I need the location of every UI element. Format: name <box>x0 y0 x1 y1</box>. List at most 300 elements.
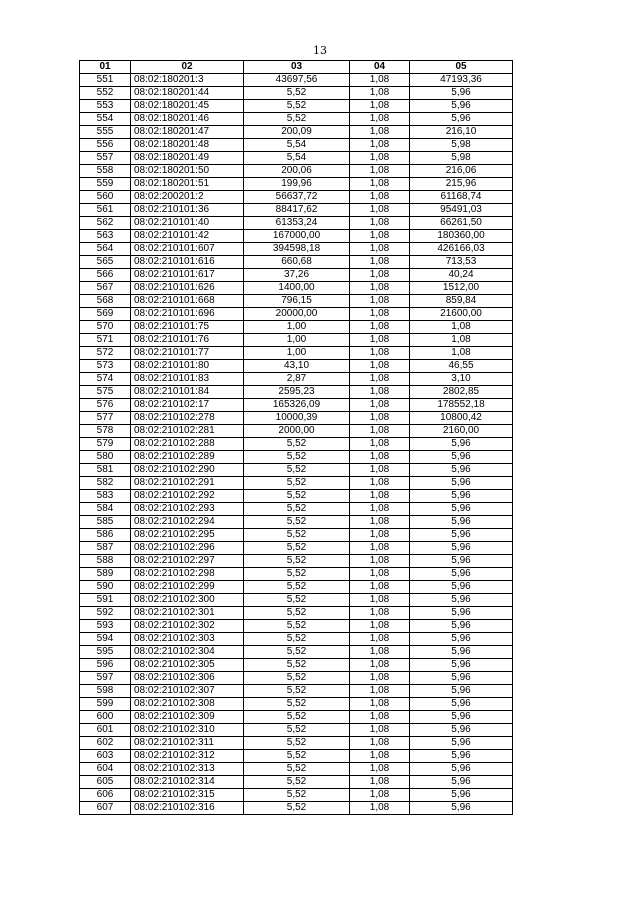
row-number-cell: 577 <box>80 412 131 425</box>
cadastral-number-cell: 08:02:210102:306 <box>131 672 244 685</box>
result-cell: 21600,00 <box>410 308 513 321</box>
row-number-cell: 582 <box>80 477 131 490</box>
table-row <box>80 74 513 87</box>
coefficient-cell: 1,08 <box>350 139 410 152</box>
coefficient-cell: 1,08 <box>350 672 410 685</box>
column-header-03: 03 <box>244 61 350 74</box>
value-cell: 5,52 <box>244 659 350 672</box>
coefficient-cell: 1,08 <box>350 295 410 308</box>
row-number-cell: 575 <box>80 386 131 399</box>
coefficient-cell: 1,08 <box>350 399 410 412</box>
row-number-cell: 606 <box>80 789 131 802</box>
coefficient-cell: 1,08 <box>350 568 410 581</box>
value-cell: 5,52 <box>244 581 350 594</box>
result-cell: 66261,50 <box>410 217 513 230</box>
table-row <box>80 347 513 360</box>
value-cell: 5,52 <box>244 529 350 542</box>
page-number: 13 <box>313 44 327 57</box>
result-cell: 5,96 <box>410 711 513 724</box>
cadastral-number-cell: 08:02:210101:77 <box>131 347 244 360</box>
data-table <box>79 60 513 815</box>
value-cell: 5,52 <box>244 776 350 789</box>
result-cell: 1,08 <box>410 321 513 334</box>
table-row <box>80 412 513 425</box>
coefficient-cell: 1,08 <box>350 685 410 698</box>
row-number-cell: 589 <box>80 568 131 581</box>
cadastral-number-cell: 08:02:210102:289 <box>131 451 244 464</box>
table-row <box>80 308 513 321</box>
result-cell: 5,96 <box>410 659 513 672</box>
result-cell: 5,96 <box>410 633 513 646</box>
value-cell: 5,54 <box>244 139 350 152</box>
table-row <box>80 490 513 503</box>
cadastral-number-cell: 08:02:180201:44 <box>131 87 244 100</box>
coefficient-cell: 1,08 <box>350 204 410 217</box>
column-header-04: 04 <box>350 61 410 74</box>
cadastral-number-cell: 08:02:210101:626 <box>131 282 244 295</box>
cadastral-number-cell: 08:02:210101:42 <box>131 230 244 243</box>
result-cell: 180360,00 <box>410 230 513 243</box>
value-cell: 5,52 <box>244 568 350 581</box>
row-number-cell: 590 <box>80 581 131 594</box>
result-cell: 859,84 <box>410 295 513 308</box>
cadastral-number-cell: 08:02:210102:296 <box>131 542 244 555</box>
coefficient-cell: 1,08 <box>350 763 410 776</box>
value-cell: 5,52 <box>244 646 350 659</box>
coefficient-cell: 1,08 <box>350 620 410 633</box>
value-cell: 5,52 <box>244 438 350 451</box>
table-row <box>80 113 513 126</box>
cadastral-number-cell: 08:02:210101:75 <box>131 321 244 334</box>
coefficient-cell: 1,08 <box>350 451 410 464</box>
value-cell: 10000,39 <box>244 412 350 425</box>
cadastral-number-cell: 08:02:210102:303 <box>131 633 244 646</box>
result-cell: 5,96 <box>410 438 513 451</box>
row-number-cell: 588 <box>80 555 131 568</box>
coefficient-cell: 1,08 <box>350 529 410 542</box>
row-number-cell: 564 <box>80 243 131 256</box>
table-row <box>80 269 513 282</box>
result-cell: 46,55 <box>410 360 513 373</box>
table-row <box>80 451 513 464</box>
row-number-cell: 574 <box>80 373 131 386</box>
table-row <box>80 243 513 256</box>
result-cell: 5,96 <box>410 607 513 620</box>
result-cell: 5,96 <box>410 672 513 685</box>
table-row <box>80 802 513 815</box>
table-row <box>80 724 513 737</box>
value-cell: 43,10 <box>244 360 350 373</box>
result-cell: 1512,00 <box>410 282 513 295</box>
table-row <box>80 425 513 438</box>
table-row <box>80 776 513 789</box>
value-cell: 5,52 <box>244 113 350 126</box>
coefficient-cell: 1,08 <box>350 516 410 529</box>
value-cell: 5,52 <box>244 607 350 620</box>
row-number-cell: 570 <box>80 321 131 334</box>
result-cell: 5,96 <box>410 490 513 503</box>
cadastral-number-cell: 08:02:210102:311 <box>131 737 244 750</box>
result-cell: 713,53 <box>410 256 513 269</box>
result-cell: 10800,42 <box>410 412 513 425</box>
row-number-cell: 565 <box>80 256 131 269</box>
table-row <box>80 100 513 113</box>
coefficient-cell: 1,08 <box>350 789 410 802</box>
cadastral-number-cell: 08:02:210102:315 <box>131 789 244 802</box>
cadastral-number-cell: 08:02:210101:83 <box>131 373 244 386</box>
value-cell: 5,52 <box>244 503 350 516</box>
value-cell: 5,52 <box>244 802 350 815</box>
row-number-cell: 602 <box>80 737 131 750</box>
cadastral-number-cell: 08:02:210102:305 <box>131 659 244 672</box>
result-cell: 5,96 <box>410 503 513 516</box>
coefficient-cell: 1,08 <box>350 438 410 451</box>
result-cell: 215,96 <box>410 178 513 191</box>
cadastral-number-cell: 08:02:210101:616 <box>131 256 244 269</box>
table-row <box>80 464 513 477</box>
value-cell: 5,52 <box>244 724 350 737</box>
table-row <box>80 581 513 594</box>
value-cell: 56637,72 <box>244 191 350 204</box>
value-cell: 61353,24 <box>244 217 350 230</box>
table-row <box>80 477 513 490</box>
coefficient-cell: 1,08 <box>350 347 410 360</box>
coefficient-cell: 1,08 <box>350 698 410 711</box>
result-cell: 40,24 <box>410 269 513 282</box>
result-cell: 5,98 <box>410 139 513 152</box>
table-row <box>80 152 513 165</box>
coefficient-cell: 1,08 <box>350 503 410 516</box>
cadastral-number-cell: 08:02:210102:288 <box>131 438 244 451</box>
value-cell: 167000,00 <box>244 230 350 243</box>
result-cell: 5,96 <box>410 620 513 633</box>
table-row <box>80 763 513 776</box>
cadastral-number-cell: 08:02:180201:49 <box>131 152 244 165</box>
row-number-cell: 599 <box>80 698 131 711</box>
cadastral-number-cell: 08:02:180201:48 <box>131 139 244 152</box>
value-cell: 2595,23 <box>244 386 350 399</box>
value-cell: 5,52 <box>244 464 350 477</box>
row-number-cell: 595 <box>80 646 131 659</box>
coefficient-cell: 1,08 <box>350 607 410 620</box>
row-number-cell: 578 <box>80 425 131 438</box>
coefficient-cell: 1,08 <box>350 256 410 269</box>
table-row <box>80 217 513 230</box>
table-row <box>80 256 513 269</box>
row-number-cell: 568 <box>80 295 131 308</box>
cadastral-number-cell: 08:02:210102:292 <box>131 490 244 503</box>
table-row <box>80 698 513 711</box>
coefficient-cell: 1,08 <box>350 633 410 646</box>
row-number-cell: 593 <box>80 620 131 633</box>
coefficient-cell: 1,08 <box>350 178 410 191</box>
table-row <box>80 737 513 750</box>
value-cell: 20000,00 <box>244 308 350 321</box>
coefficient-cell: 1,08 <box>350 425 410 438</box>
result-cell: 5,96 <box>410 87 513 100</box>
cadastral-number-cell: 08:02:210102:278 <box>131 412 244 425</box>
result-cell: 5,96 <box>410 724 513 737</box>
table-row <box>80 191 513 204</box>
coefficient-cell: 1,08 <box>350 87 410 100</box>
value-cell: 5,52 <box>244 685 350 698</box>
table-row <box>80 321 513 334</box>
row-number-cell: 563 <box>80 230 131 243</box>
row-number-cell: 583 <box>80 490 131 503</box>
result-cell: 5,96 <box>410 477 513 490</box>
value-cell: 1400,00 <box>244 282 350 295</box>
cadastral-number-cell: 08:02:210102:316 <box>131 802 244 815</box>
result-cell: 5,96 <box>410 451 513 464</box>
cadastral-number-cell: 08:02:210102:297 <box>131 555 244 568</box>
coefficient-cell: 1,08 <box>350 802 410 815</box>
coefficient-cell: 1,08 <box>350 152 410 165</box>
table-row <box>80 646 513 659</box>
cadastral-number-cell: 08:02:210102:307 <box>131 685 244 698</box>
row-number-cell: 567 <box>80 282 131 295</box>
result-cell: 5,96 <box>410 646 513 659</box>
table-row <box>80 789 513 802</box>
coefficient-cell: 1,08 <box>350 230 410 243</box>
row-number-cell: 587 <box>80 542 131 555</box>
cadastral-number-cell: 08:02:210102:290 <box>131 464 244 477</box>
result-cell: 216,06 <box>410 165 513 178</box>
header-row <box>80 61 513 74</box>
coefficient-cell: 1,08 <box>350 334 410 347</box>
cadastral-number-cell: 08:02:200201:2 <box>131 191 244 204</box>
row-number-cell: 601 <box>80 724 131 737</box>
table-row <box>80 399 513 412</box>
cadastral-number-cell: 08:02:210102:17 <box>131 399 244 412</box>
row-number-cell: 572 <box>80 347 131 360</box>
result-cell: 5,96 <box>410 763 513 776</box>
result-cell: 178552,18 <box>410 399 513 412</box>
row-number-cell: 603 <box>80 750 131 763</box>
cadastral-number-cell: 08:02:210101:696 <box>131 308 244 321</box>
table-row <box>80 204 513 217</box>
coefficient-cell: 1,08 <box>350 113 410 126</box>
coefficient-cell: 1,08 <box>350 308 410 321</box>
row-number-cell: 560 <box>80 191 131 204</box>
row-number-cell: 592 <box>80 607 131 620</box>
cadastral-number-cell: 08:02:210102:298 <box>131 568 244 581</box>
table-row <box>80 178 513 191</box>
result-cell: 2160,00 <box>410 425 513 438</box>
value-cell: 1,00 <box>244 334 350 347</box>
result-cell: 1,08 <box>410 334 513 347</box>
value-cell: 5,52 <box>244 750 350 763</box>
row-number-cell: 585 <box>80 516 131 529</box>
value-cell: 37,26 <box>244 269 350 282</box>
value-cell: 5,52 <box>244 100 350 113</box>
result-cell: 5,96 <box>410 698 513 711</box>
cadastral-number-cell: 08:02:210102:301 <box>131 607 244 620</box>
table-body <box>80 74 513 815</box>
cadastral-number-cell: 08:02:210102:313 <box>131 763 244 776</box>
table-row <box>80 568 513 581</box>
coefficient-cell: 1,08 <box>350 269 410 282</box>
table-row <box>80 334 513 347</box>
cadastral-number-cell: 08:02:210102:309 <box>131 711 244 724</box>
cadastral-number-cell: 08:02:210102:281 <box>131 425 244 438</box>
cadastral-number-cell: 08:02:180201:51 <box>131 178 244 191</box>
value-cell: 5,52 <box>244 737 350 750</box>
cadastral-number-cell: 08:02:180201:47 <box>131 126 244 139</box>
cadastral-number-cell: 08:02:210102:302 <box>131 620 244 633</box>
cadastral-number-cell: 08:02:210102:295 <box>131 529 244 542</box>
result-cell: 5,96 <box>410 464 513 477</box>
row-number-cell: 605 <box>80 776 131 789</box>
row-number-cell: 566 <box>80 269 131 282</box>
table-row <box>80 438 513 451</box>
table-row <box>80 633 513 646</box>
value-cell: 5,52 <box>244 594 350 607</box>
coefficient-cell: 1,08 <box>350 490 410 503</box>
table-row <box>80 165 513 178</box>
row-number-cell: 596 <box>80 659 131 672</box>
row-number-cell: 554 <box>80 113 131 126</box>
row-number-cell: 594 <box>80 633 131 646</box>
cadastral-number-cell: 08:02:210102:293 <box>131 503 244 516</box>
coefficient-cell: 1,08 <box>350 100 410 113</box>
table-row <box>80 516 513 529</box>
cadastral-number-cell: 08:02:180201:46 <box>131 113 244 126</box>
row-number-cell: 604 <box>80 763 131 776</box>
result-cell: 2802,85 <box>410 386 513 399</box>
result-cell: 5,96 <box>410 555 513 568</box>
value-cell: 5,52 <box>244 516 350 529</box>
result-cell: 61168,74 <box>410 191 513 204</box>
row-number-cell: 552 <box>80 87 131 100</box>
cadastral-number-cell: 08:02:210101:80 <box>131 360 244 373</box>
cadastral-number-cell: 08:02:210102:304 <box>131 646 244 659</box>
value-cell: 5,52 <box>244 711 350 724</box>
row-number-cell: 573 <box>80 360 131 373</box>
coefficient-cell: 1,08 <box>350 724 410 737</box>
value-cell: 199,96 <box>244 178 350 191</box>
cadastral-number-cell: 08:02:210102:300 <box>131 594 244 607</box>
coefficient-cell: 1,08 <box>350 243 410 256</box>
value-cell: 200,09 <box>244 126 350 139</box>
coefficient-cell: 1,08 <box>350 581 410 594</box>
table-row <box>80 139 513 152</box>
result-cell: 5,96 <box>410 568 513 581</box>
result-cell: 5,96 <box>410 113 513 126</box>
coefficient-cell: 1,08 <box>350 555 410 568</box>
coefficient-cell: 1,08 <box>350 386 410 399</box>
result-cell: 5,96 <box>410 100 513 113</box>
table-row <box>80 542 513 555</box>
cadastral-number-cell: 08:02:210101:36 <box>131 204 244 217</box>
cadastral-number-cell: 08:02:210102:314 <box>131 776 244 789</box>
coefficient-cell: 1,08 <box>350 477 410 490</box>
value-cell: 394598,18 <box>244 243 350 256</box>
table-row <box>80 360 513 373</box>
cadastral-number-cell: 08:02:210101:40 <box>131 217 244 230</box>
row-number-cell: 581 <box>80 464 131 477</box>
value-cell: 5,54 <box>244 152 350 165</box>
result-cell: 5,98 <box>410 152 513 165</box>
value-cell: 796,15 <box>244 295 350 308</box>
cadastral-number-cell: 08:02:210102:299 <box>131 581 244 594</box>
result-cell: 95491,03 <box>410 204 513 217</box>
result-cell: 1,08 <box>410 347 513 360</box>
value-cell: 5,52 <box>244 477 350 490</box>
value-cell: 5,52 <box>244 620 350 633</box>
result-cell: 216,10 <box>410 126 513 139</box>
result-cell: 5,96 <box>410 737 513 750</box>
result-cell: 426166,03 <box>410 243 513 256</box>
result-cell: 5,96 <box>410 789 513 802</box>
cadastral-number-cell: 08:02:210101:84 <box>131 386 244 399</box>
cadastral-number-cell: 08:02:210102:308 <box>131 698 244 711</box>
result-cell: 3,10 <box>410 373 513 386</box>
result-cell: 5,96 <box>410 594 513 607</box>
cadastral-number-cell: 08:02:210101:668 <box>131 295 244 308</box>
cadastral-number-cell: 08:02:210101:76 <box>131 334 244 347</box>
result-cell: 5,96 <box>410 542 513 555</box>
column-header-02: 02 <box>131 61 244 74</box>
value-cell: 200,06 <box>244 165 350 178</box>
row-number-cell: 580 <box>80 451 131 464</box>
coefficient-cell: 1,08 <box>350 659 410 672</box>
row-number-cell: 553 <box>80 100 131 113</box>
coefficient-cell: 1,08 <box>350 126 410 139</box>
row-number-cell: 569 <box>80 308 131 321</box>
value-cell: 88417,62 <box>244 204 350 217</box>
table-row <box>80 282 513 295</box>
coefficient-cell: 1,08 <box>350 542 410 555</box>
result-cell: 47193,36 <box>410 74 513 87</box>
coefficient-cell: 1,08 <box>350 165 410 178</box>
value-cell: 5,52 <box>244 451 350 464</box>
cadastral-number-cell: 08:02:210101:617 <box>131 269 244 282</box>
value-cell: 1,00 <box>244 347 350 360</box>
value-cell: 660,68 <box>244 256 350 269</box>
table-row <box>80 750 513 763</box>
value-cell: 5,52 <box>244 672 350 685</box>
result-cell: 5,96 <box>410 529 513 542</box>
coefficient-cell: 1,08 <box>350 776 410 789</box>
table-row <box>80 620 513 633</box>
row-number-cell: 586 <box>80 529 131 542</box>
coefficient-cell: 1,08 <box>350 191 410 204</box>
value-cell: 5,52 <box>244 542 350 555</box>
table-row <box>80 126 513 139</box>
coefficient-cell: 1,08 <box>350 373 410 386</box>
value-cell: 165326,09 <box>244 399 350 412</box>
table-row <box>80 295 513 308</box>
value-cell: 5,52 <box>244 789 350 802</box>
cadastral-number-cell: 08:02:180201:50 <box>131 165 244 178</box>
row-number-cell: 559 <box>80 178 131 191</box>
coefficient-cell: 1,08 <box>350 646 410 659</box>
value-cell: 5,52 <box>244 87 350 100</box>
row-number-cell: 591 <box>80 594 131 607</box>
value-cell: 43697,56 <box>244 74 350 87</box>
value-cell: 5,52 <box>244 555 350 568</box>
table-row <box>80 373 513 386</box>
row-number-cell: 607 <box>80 802 131 815</box>
coefficient-cell: 1,08 <box>350 464 410 477</box>
table-row <box>80 230 513 243</box>
coefficient-cell: 1,08 <box>350 74 410 87</box>
coefficient-cell: 1,08 <box>350 737 410 750</box>
cadastral-number-cell: 08:02:210101:607 <box>131 243 244 256</box>
result-cell: 5,96 <box>410 685 513 698</box>
column-header-01: 01 <box>80 61 131 74</box>
cadastral-number-cell: 08:02:180201:3 <box>131 74 244 87</box>
